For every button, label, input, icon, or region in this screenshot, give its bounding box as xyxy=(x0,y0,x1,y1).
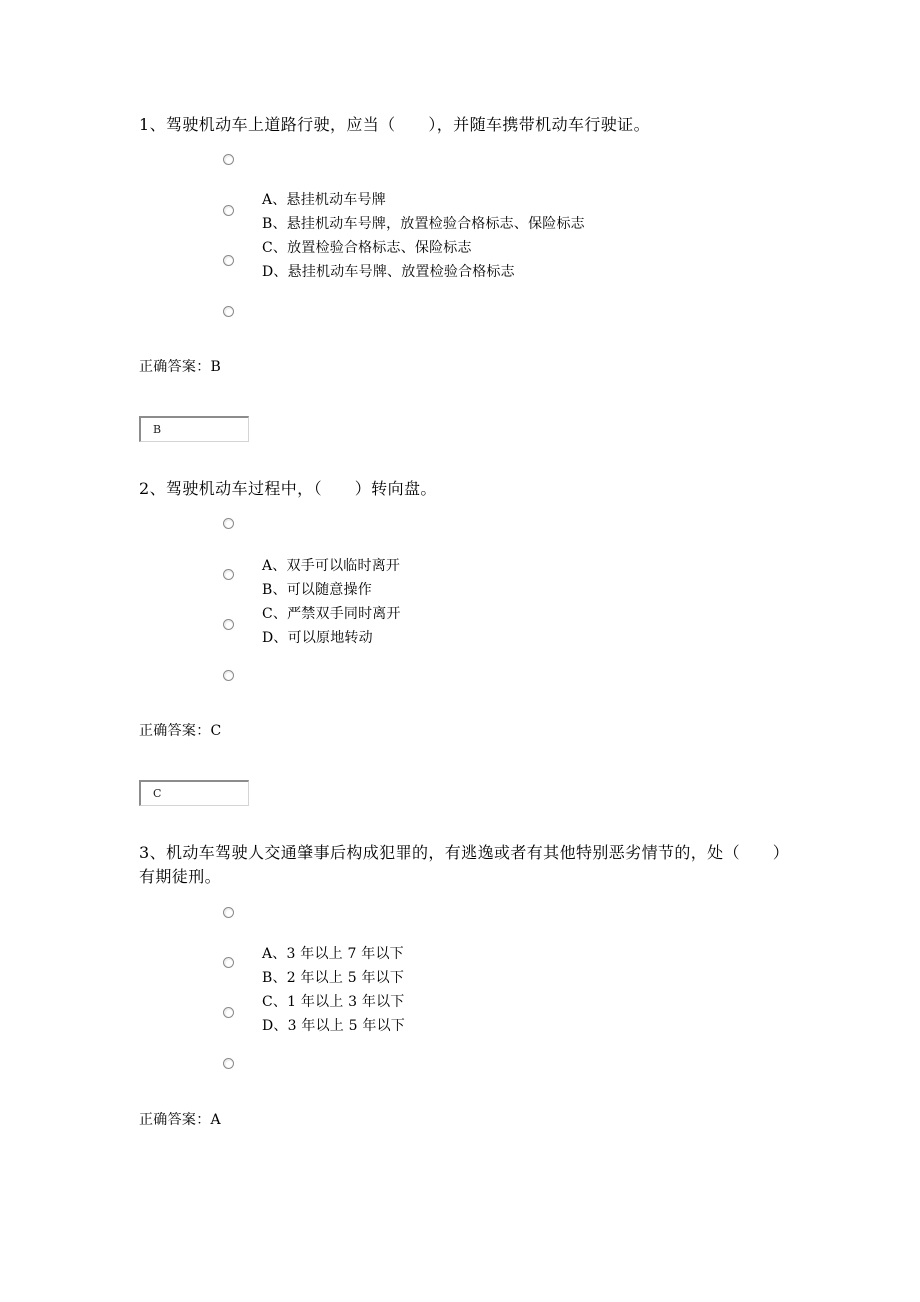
option-list xyxy=(262,188,585,284)
radio-option-b[interactable] xyxy=(223,205,234,216)
question-2-text: 2、驾驶机动车过程中，（ ）转向盘。 xyxy=(139,479,437,498)
correct-answer: 正确答案：B xyxy=(139,359,222,375)
radio-option-c[interactable] xyxy=(223,1007,234,1018)
radio-option-b[interactable] xyxy=(223,957,234,968)
radio-option-a[interactable] xyxy=(223,154,234,165)
option-a-label: A、悬挂机动车号牌 xyxy=(262,192,386,208)
correct-answer: 正确答案：A xyxy=(139,1112,221,1128)
option-b-label: B、2 年以上 5 年以下 xyxy=(262,970,405,986)
radio-option-c[interactable] xyxy=(223,619,234,630)
option-d-label: D、悬挂机动车号牌、放置检验合格标志 xyxy=(262,264,515,280)
option-c-label: C、1 年以上 3 年以下 xyxy=(262,994,405,1010)
question-3-text: 3、机动车驾驶人交通肇事后构成犯罪的，有逃逸或者有其他特别恶劣情节的，处（ ）有期徒刑。 xyxy=(139,843,782,886)
option-c-label: C、放置检验合格标志、保险标志 xyxy=(262,240,472,256)
answer-input[interactable] xyxy=(139,780,249,806)
option-a-label: A、3 年以上 7 年以下 xyxy=(262,946,404,962)
option-b-label: B、悬挂机动车号牌，放置检验合格标志、保险标志 xyxy=(262,216,585,232)
radio-option-a[interactable] xyxy=(223,907,234,918)
option-list xyxy=(262,554,401,650)
radio-option-d[interactable] xyxy=(223,1058,234,1069)
option-list xyxy=(262,942,405,1038)
option-d-label: D、3 年以上 5 年以下 xyxy=(262,1018,405,1034)
radio-option-d[interactable] xyxy=(223,306,234,317)
correct-answer: 正确答案：C xyxy=(139,723,222,739)
radio-option-d[interactable] xyxy=(223,670,234,681)
radio-option-b[interactable] xyxy=(223,569,234,580)
option-c-label: C、严禁双手同时离开 xyxy=(262,606,401,622)
option-d-label: D、可以原地转动 xyxy=(262,630,373,646)
radio-option-a[interactable] xyxy=(223,518,234,529)
option-b-label: B、可以随意操作 xyxy=(262,582,372,598)
question-1-text: 1、驾驶机动车上道路行驶，应当（ ），并随车携带机动车行驶证。 xyxy=(139,115,650,134)
option-a-label: A、双手可以临时离开 xyxy=(262,558,401,574)
answer-input[interactable] xyxy=(139,416,249,442)
radio-option-c[interactable] xyxy=(223,255,234,266)
